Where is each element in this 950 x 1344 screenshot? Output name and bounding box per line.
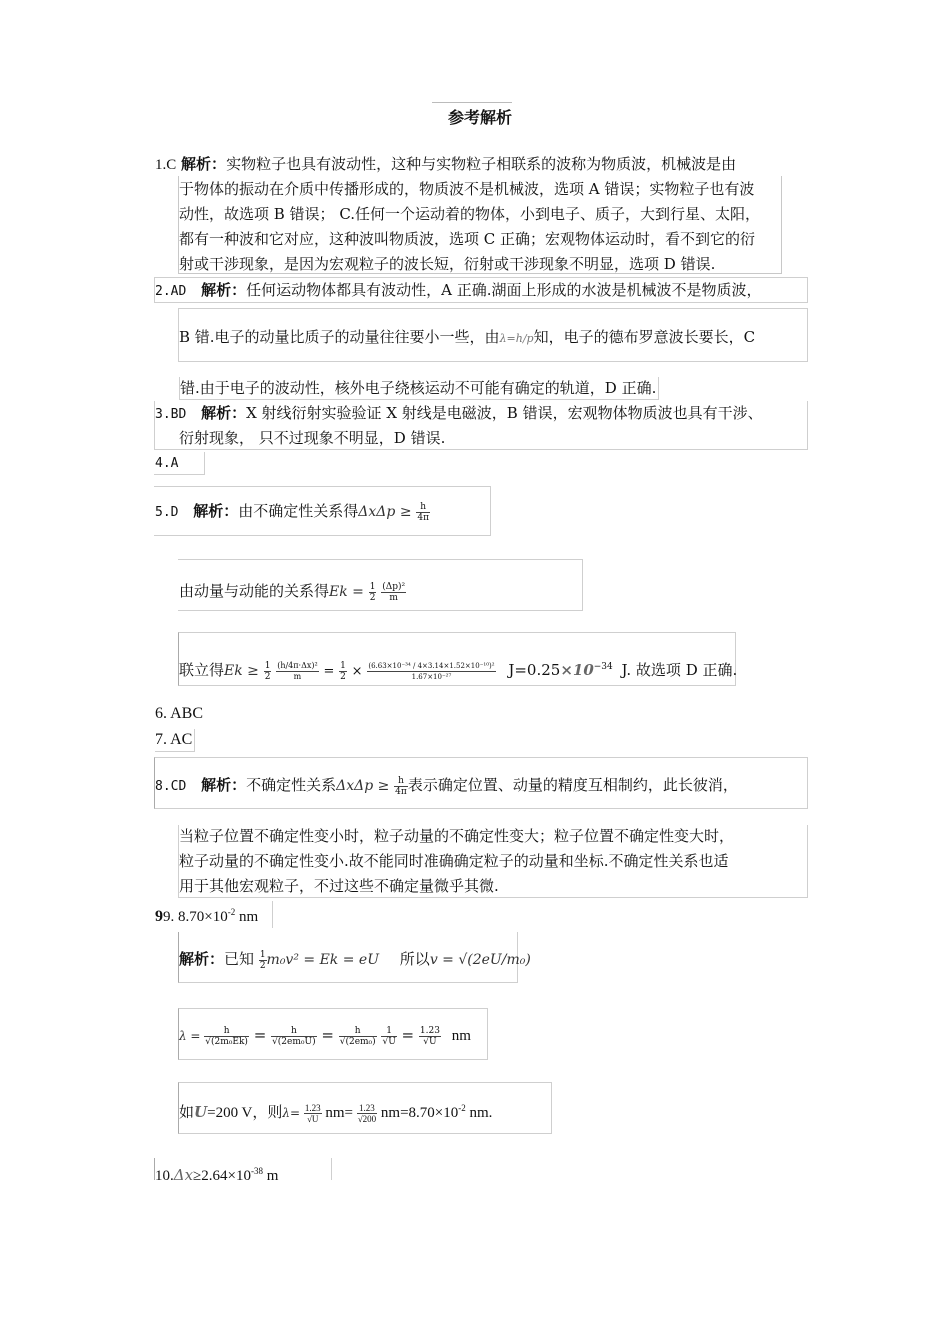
q5-fraction-half-2: $\frac{1}{2}$ — [340, 660, 346, 682]
q9-answer-unit: nm — [235, 909, 259, 925]
q5-line-1 — [155, 500, 430, 524]
q9-text-3-power: -2 — [458, 1103, 466, 1113]
q9-formula-v: v = √(2eU/m₀) — [429, 952, 531, 968]
q8-fraction-h-4pi — [394, 776, 408, 797]
q8-frac-den: 4π — [395, 786, 407, 797]
q9-text-1a: 已知 — [224, 950, 255, 968]
q10-unit: m — [263, 1168, 279, 1184]
q5-fraction-h-4pidx: $\frac{\text{(h/4π·Δx)²}}{m}$ — [277, 660, 318, 681]
q9-text-1b: 所以 — [399, 950, 430, 968]
q5-exp-base: ×10 — [560, 661, 594, 679]
q5-exp-power: −34 — [593, 662, 613, 672]
q9-formula-lambda: λ = — [179, 1029, 205, 1043]
q8-line-2: 当粒子位置不确定性变小时，粒子动量的不确定性变大；粒子位置不确定性变大时， — [179, 827, 735, 845]
q5-text-3b: J=0.25 — [508, 661, 561, 679]
q5-fraction-numeric: $\frac{\text{(6.63×10⁻³⁴ / 4×3.14×1.52×10⁻¹⁰)²}}{\text{1.67×10⁻²⁷}}$ — [368, 661, 495, 681]
q2-line-2 — [179, 326, 755, 350]
q8-number: 8.CD — [155, 779, 187, 794]
q8-analysis-tag: 解析： — [201, 776, 247, 794]
q2-formula-lambda: λ=h/p — [499, 332, 534, 345]
q5-text-1: 由不确定性关系得 — [238, 502, 359, 520]
q2-text-1: 任何运动物体都具有波动性，A 正确.湖面上形成的水波是机械波不是物质波， — [246, 281, 762, 299]
q4-answer: 4.A — [155, 456, 179, 471]
q7-answer: 7. AC — [155, 729, 195, 752]
q8-line-1 — [155, 774, 738, 798]
q8-text-1a: 不确定性关系 — [246, 776, 337, 794]
q1-number: 1.C — [155, 157, 177, 173]
q5-text-3a: 联立得 — [179, 661, 225, 679]
q3-line-1 — [155, 402, 763, 426]
q5-fraction-h-4pi — [416, 502, 430, 523]
q9-answer: 99. $8.70\times 10^{-2}$ nm — [155, 901, 273, 928]
q5-frac-den: 4π — [417, 512, 429, 523]
q9-text-3b: =200 V，则 — [207, 1105, 283, 1121]
q5-line-2 — [179, 580, 406, 603]
q2-line-1 — [155, 279, 761, 303]
q2-text-2a: B 错.电子的动量比质子的动量往往要小一些，由 — [179, 328, 500, 346]
q3-analysis-tag: 解析： — [201, 404, 247, 422]
q3-line-2: 衍射现象， 只不过现象不明显，D 错误. — [179, 429, 446, 447]
q8-formula-uncertainty: ΔxΔp ≥ — [336, 778, 390, 794]
q10-text: ≥2.64×10 — [193, 1168, 251, 1184]
q9-answer-text: 9. 8.70×10 — [163, 909, 228, 925]
q9-unit-nm: nm — [451, 1028, 471, 1044]
q9-line-3: 如U=200 V，则λ= $\frac{1.23}{√U}$ nm= $\frac{1.23}{√200}$ $nm=8.70\times 10^{-2}$ nm. — [179, 1103, 493, 1125]
q1-line-1: 于物体的振动在介质中传播形成的，物质波不是机械波，选项 A 错误；实物粒子也有波 — [179, 180, 755, 198]
q3-number: 3.BD — [155, 407, 187, 422]
q10-number: 10. — [155, 1168, 174, 1184]
q10-answer: $10.\Delta x\ge 2.64\times 10^{-38}$ m — [155, 1166, 279, 1184]
q8-line-4: 用于其他宏观粒子，不过这些不确定量微乎其微. — [179, 877, 499, 895]
q9-text-3a: 如 — [179, 1105, 195, 1121]
q9-text-3c: nm= — [321, 1105, 353, 1121]
q9-formula-energy: m₀v² = Ek = eU — [266, 952, 380, 968]
q5-analysis-tag: 解析： — [193, 502, 239, 520]
q5-text-3c: J. 故选项 D 正确. — [621, 661, 738, 679]
q5-frac-num: h — [416, 502, 430, 513]
q10-power: -38 — [251, 1166, 263, 1176]
q2-analysis-tag: 解析： — [201, 281, 247, 299]
q5-formula-ek-ge: Ek ≥ — [224, 663, 259, 679]
q9-text-3d: nm=8.70×10 — [377, 1105, 459, 1121]
q2-text-2b: 知，电子的德布罗意波长要长，C — [533, 328, 756, 346]
q5-number: 5.D — [155, 505, 179, 520]
q5-text-2: 由动量与动能的关系得 — [179, 582, 330, 600]
q1-line-0 — [155, 153, 736, 176]
q8-text-1b: 表示确定位置、动量的精度互相制约，此长彼消， — [407, 776, 738, 794]
q8-line-3: 粒子动量的不确定性变小.故不能同时准确确定粒子的动量和坐标.不确定性关系也适 — [179, 852, 729, 870]
q1-line-3: 都有一种波和它对应，这种波叫物质波，选项 C 正确；宏观物体运动时，看不到它的衍 — [179, 230, 756, 248]
q1-line-2: 动性，故选项 B 错误； C.任何一个运动着的物体，小到电子、质子，大到行星、太阳， — [179, 205, 761, 223]
q9-text-3e: nm. — [465, 1105, 493, 1121]
q5-line-3: 联立得Ek ≥ $\frac{1}{2}$ $\frac{\text{(h/4π·Δx)²}}{m}$ = $\frac{1}{2}$ × $\frac{\text{(6.63×10⁻³⁴ / 4×3.14×1.52×10⁻¹⁰)²}}{\text{1.67×10⁻²⁷}}$ $J=0.25\times 10^{-34}$ J. 故选项 D 正确. — [179, 660, 738, 682]
q9-answer-power: -2 — [227, 907, 236, 917]
q8-frac-num: h — [394, 776, 408, 787]
q1-text-0: 实物粒子也具有波动性，这种与实物粒子相联系的波称为物质波，机械波是由 — [226, 155, 737, 173]
q5-fraction-ek: $\frac{1}{2}$ — [369, 581, 376, 603]
q5-fraction-dp2-m: $\frac{\text{(Δp)²}}{m}$ — [382, 581, 406, 603]
q5-formula-ek: Ek = — [329, 584, 364, 600]
page-title: 参考解析 — [432, 102, 512, 128]
q9-analysis-tag: 解析： — [179, 950, 225, 968]
q5-formula-uncertainty: ΔxΔp ≥ — [358, 504, 412, 520]
q9-line-2: λ = $\frac{h}{\text{√(2m₀Ek)}}$ = $\frac{h}{\text{√(2em₀U)}}$ = $\frac{h}{\text{√(2em₀)}}$ $\frac{1}{√U}$ = $\frac{1.23}{√U}$ nm — [179, 1025, 471, 1047]
q5-fraction-half: $\frac{1}{2}$ — [264, 660, 271, 682]
q3-text-1: X 射线衍射实验验证 X 射线是电磁波，B 错误，宏观物体物质波也具有干涉、 — [246, 404, 763, 422]
q6-answer: 6. ABC — [155, 705, 204, 722]
q9-line-1: 解析：已知 $\frac{1}{2}$ m₀v² = Ek = eU 所以v = √(2eU/m₀) — [179, 949, 531, 971]
q2-line-3: 错.由于电子的波动性，核外电子绕核运动不可能有确定的轨道，D 正确. — [179, 377, 659, 400]
q1-analysis-tag: 解析： — [181, 155, 227, 173]
q2-number: 2.AD — [155, 284, 187, 299]
q1-line-4: 射或干涉现象，是因为宏观粒子的波长短，衍射或干涉现象不明显，选项 D 错误. — [179, 255, 716, 273]
